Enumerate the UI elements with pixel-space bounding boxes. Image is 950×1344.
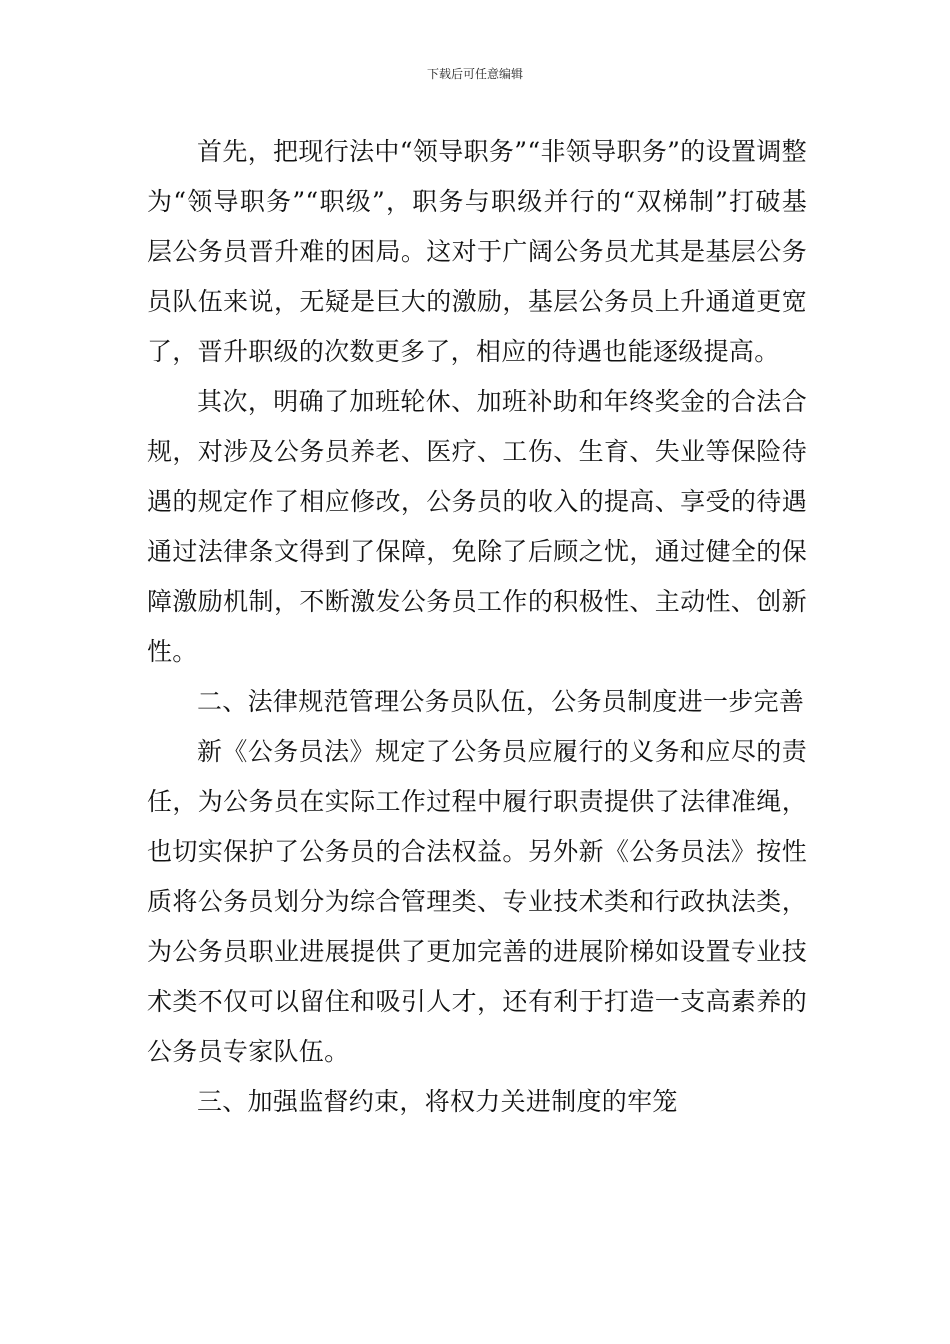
section-heading-two: 二、法律规范管理公务员队伍，公务员制度进一步完善 (197, 687, 805, 716)
page-header: 下载后可任意编辑 (426, 67, 523, 81)
paragraph-second-benefits: 其次，明确了加班轮休、加班补助和年终奖金的合法合规，对涉及公务员养老、医疗、工伤、生育、失业等保险待遇的规定作了相应修改，公务员的收入的提高、享受的待遇通过法律条文得到了保障，免除了后顾之忧，通过健全的保障激励机制，不断激发公务员工作的积极性、主动性、创新性。 (147, 387, 807, 666)
document-body (147, 127, 807, 1127)
paragraph-first-promotion: 首先，把现行法中“领导职务”“非领导职务”的设置调整为“领导职务”“职级”，职务与职级并行的“双梯制”打破基层公务员晋升难的困局。这对于广阔公务员尤其是基层公务员队伍来说，无疑是巨大的激励，基层公务员上升通道更宽了，晋升职级的次数更多了，相应的待遇也能逐级提高。 (147, 137, 807, 366)
section-heading-three: 三、加强监督约束，将权力关进制度的牢笼 (197, 1087, 678, 1116)
paragraph-new-law: 新《公务员法》规定了公务员应履行的义务和应尽的责任，为公务员在实际工作过程中履行职责提供了法律准绳，也切实保护了公务员的合法权益。另外新《公务员法》按性质将公务员划分为综合管理类、专业技术类和行政执法类，为公务员职业进展提供了更加完善的进展阶梯如设置专业技术类不仅可以留住和吸引人才，还有利于打造一支高素养的公务员专家队伍。 (147, 737, 807, 1066)
